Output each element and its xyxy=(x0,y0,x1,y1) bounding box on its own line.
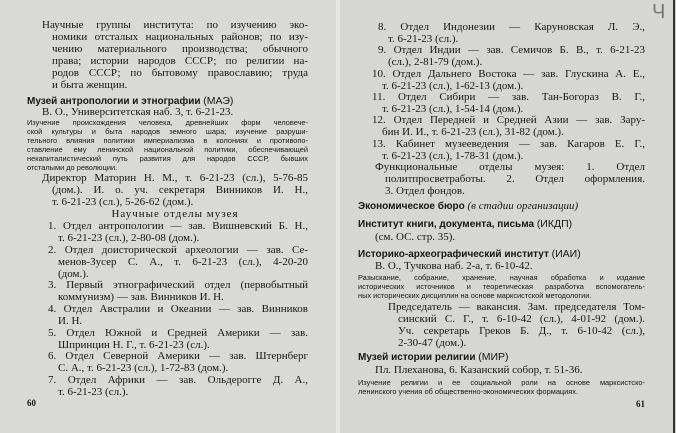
text-line: ставление ему ленинской национальной политики, обеспечивающей xyxy=(27,145,308,154)
department-item xyxy=(372,91,645,115)
text-line: Изучение происхождения человека, древнейших форм человече- xyxy=(27,118,308,127)
text-line: права; истории народов СССР; по религии на- xyxy=(52,55,308,67)
department-item xyxy=(48,220,308,244)
text-line: (сл.), 2-81-79 (дом.). xyxy=(388,56,483,68)
text-line: т. 6-21-23 (сл.), 5-26-62 (дом.). xyxy=(52,196,194,208)
text-line: синский С. Г., т. 6-10-42 (сл.), 4-01-92 (дом.). xyxy=(398,313,645,325)
text-line: С. А., т. 6-21-23 (сл.), 1-72-83 (дом.). xyxy=(58,362,229,374)
department-item xyxy=(372,114,645,138)
page-number: 60 xyxy=(27,398,36,408)
functional-departments xyxy=(375,161,645,197)
text-line: 1. Отдел антропологии — зав. Вишневский Б. Н., xyxy=(48,220,308,232)
text-line: 2. Отдел доисторической археологии — зав. Се- xyxy=(48,244,308,256)
department-item xyxy=(48,279,308,303)
iai-description xyxy=(358,273,645,300)
department-item xyxy=(48,350,308,374)
text-line: 11. Отдел Сибири — зав. Тан-Богораз В. Г., xyxy=(372,91,645,103)
text-line: Уч. секретарь Греков Б. Д., т. 6-10-42 (сл.), xyxy=(398,325,645,337)
text-line: коммунизм) — зав. Винников И. Н. xyxy=(58,291,224,303)
mir-abbr: (МИР) xyxy=(478,351,509,363)
mir-address: Пл. Плеханова, 6. Казанский собор, т. 51-36. xyxy=(375,364,583,376)
text-line: т. 6-21-23 (сл.), 1-62-13 (дом.). xyxy=(382,80,524,92)
text-line: 4. Отдел Австралии и Океании — зав. Винников xyxy=(48,303,308,315)
iai-title: Историко-археографический институт xyxy=(358,249,549,260)
text-line: ленинского учения об общественно-экономических формациях. xyxy=(358,387,579,396)
iai-address: В. О., Тучкова наб. 2-а, т. 6-10-42. xyxy=(375,260,533,272)
text-line: (дом.). И. о. уч. секретаря Винников И. Н., xyxy=(52,184,308,196)
ikdp-heading xyxy=(358,219,572,230)
text-line: менов-Зусер С. А., т. 6-21-23 (сл.), 4-20-20 xyxy=(58,256,308,268)
text-line: т. 6-21-23 (сл.). xyxy=(58,386,129,398)
text-line: Директор Маторин Н. М., т. 6-21-23 (сл.), 5-76-85 xyxy=(42,172,308,184)
text-line: родов СССР; по бытовому православию; труда xyxy=(52,67,308,79)
page-number: 61 xyxy=(636,399,645,409)
text-line: тельного влияния политики империализма в колониях и противопо- xyxy=(27,136,308,145)
text-line: 5. Отдел Южной и Средней Америки — зав. xyxy=(48,327,308,339)
department-item xyxy=(48,303,308,327)
text-line: И. Н. xyxy=(58,315,83,327)
econ-title: Экономическое бюро xyxy=(358,201,465,212)
mae-description xyxy=(27,118,308,172)
department-item xyxy=(48,327,308,351)
mir-heading xyxy=(358,352,509,363)
mae-address: В. О., Университетская наб. 3, т. 6-21-23. xyxy=(42,106,234,118)
department-item xyxy=(372,68,645,92)
text-line: политпросветработы. 2. Отдел оформления. xyxy=(385,173,645,185)
econ-heading xyxy=(358,201,578,212)
text-line: Научные группы института: по изучению эко- xyxy=(42,19,308,31)
research-groups-paragraph xyxy=(42,19,308,91)
text-line: 3. Отдел фондов. xyxy=(385,185,465,197)
text-line: Председатель — вакансия. Зам. председателя Том- xyxy=(388,301,645,313)
mae-title: Музей антропологии и этнографии xyxy=(27,96,201,107)
text-line: 10. Отдел Дальнего Востока — зав. Глускина А. Е., xyxy=(372,68,645,80)
text-line: 12. Отдел Передней и Средней Азии — зав. Зару- xyxy=(372,114,645,126)
department-item xyxy=(378,44,645,68)
iai-heading xyxy=(358,249,581,260)
text-line: Шпринцин Н. Г., т. 6-21-23 (сл.). xyxy=(58,339,210,351)
text-line: 7. Отдел Африки — зав. Ольдерогге Д. А., xyxy=(48,374,308,386)
handwritten-mark: Ч xyxy=(652,1,666,23)
iai-abbr: (ИАИ) xyxy=(551,248,581,260)
text-line: 6. Отдел Северной Америки — зав. Штернберг xyxy=(48,350,308,362)
text-line: т. 6-21-23 (сл.), 1-78-31 (дом.). xyxy=(382,150,524,162)
text-line: (дом.). xyxy=(58,268,89,280)
text-line: Разыскание, собрание, хранение, научная обработка и издание xyxy=(358,273,645,282)
text-line: чению материального производства; обычного xyxy=(52,43,308,55)
department-item xyxy=(378,21,645,45)
mir-description xyxy=(358,378,645,396)
text-line: ных исторических дисциплин на основе марксистской методологии. xyxy=(358,291,592,300)
ikdp-reference: (см. ОС. стр. 35). xyxy=(375,231,456,243)
iai-staff xyxy=(388,301,645,349)
text-line: т. 6-21-23 (сл.), 1-54-14 (дом.). xyxy=(382,103,524,115)
department-item xyxy=(48,374,308,398)
text-line: Изучение религии и ее социальной роли на основе марксистско- xyxy=(358,378,645,387)
text-line: номики отсталых национальных районов; по изу- xyxy=(52,31,308,43)
department-item xyxy=(48,244,308,280)
mae-staff xyxy=(42,172,308,208)
econ-note: (в стадии организации) xyxy=(467,200,579,212)
ikdp-abbr: (ИКДП) xyxy=(536,218,573,230)
right-page xyxy=(340,0,675,433)
ikdp-title: Институт книги, документа, письма xyxy=(358,219,535,230)
text-line: ской культуры и быта народов земного шара; изучение разруши- xyxy=(27,127,308,136)
department-item xyxy=(372,138,645,162)
text-line: 8. Отдел Индонезии — Каруновская Л. Э., xyxy=(378,21,645,33)
text-line: 9. Отдел Индии — зав. Семичов Б. В., т. 6-21-23 xyxy=(378,44,645,56)
mir-title: Музей истории религии xyxy=(358,352,476,363)
text-line: и быта женщин. xyxy=(52,79,128,91)
text-line: отсталыми до революции. xyxy=(27,163,118,172)
text-line: т. 6-21-23 (сл.). xyxy=(388,33,459,45)
text-line: 3. Первый этнографический отдел (первобытный xyxy=(48,279,308,291)
text-line: 2-30-47 (дом.). xyxy=(398,337,467,349)
departments-heading: Научные отделы музея xyxy=(111,208,239,220)
text-line: бин И. И., т. 6-21-23 (сл.), 31-82 (дом.). xyxy=(382,126,564,138)
text-line: некапиталистический путь развития для народов СССР, бывших xyxy=(27,154,308,163)
text-line: т. 6-21-23 (сл.), 2-80-08 (дом.). xyxy=(58,232,200,244)
text-line: исторических источников и теоретическая разработка вспомогатель- xyxy=(358,282,645,291)
text-line: Функциональные отделы музея: 1. Отдел xyxy=(375,161,645,173)
mae-abbr: (МАЭ) xyxy=(203,95,234,107)
text-line: 13. Кабинет музееведения — зав. Кагаров Е. Г., xyxy=(372,138,645,150)
